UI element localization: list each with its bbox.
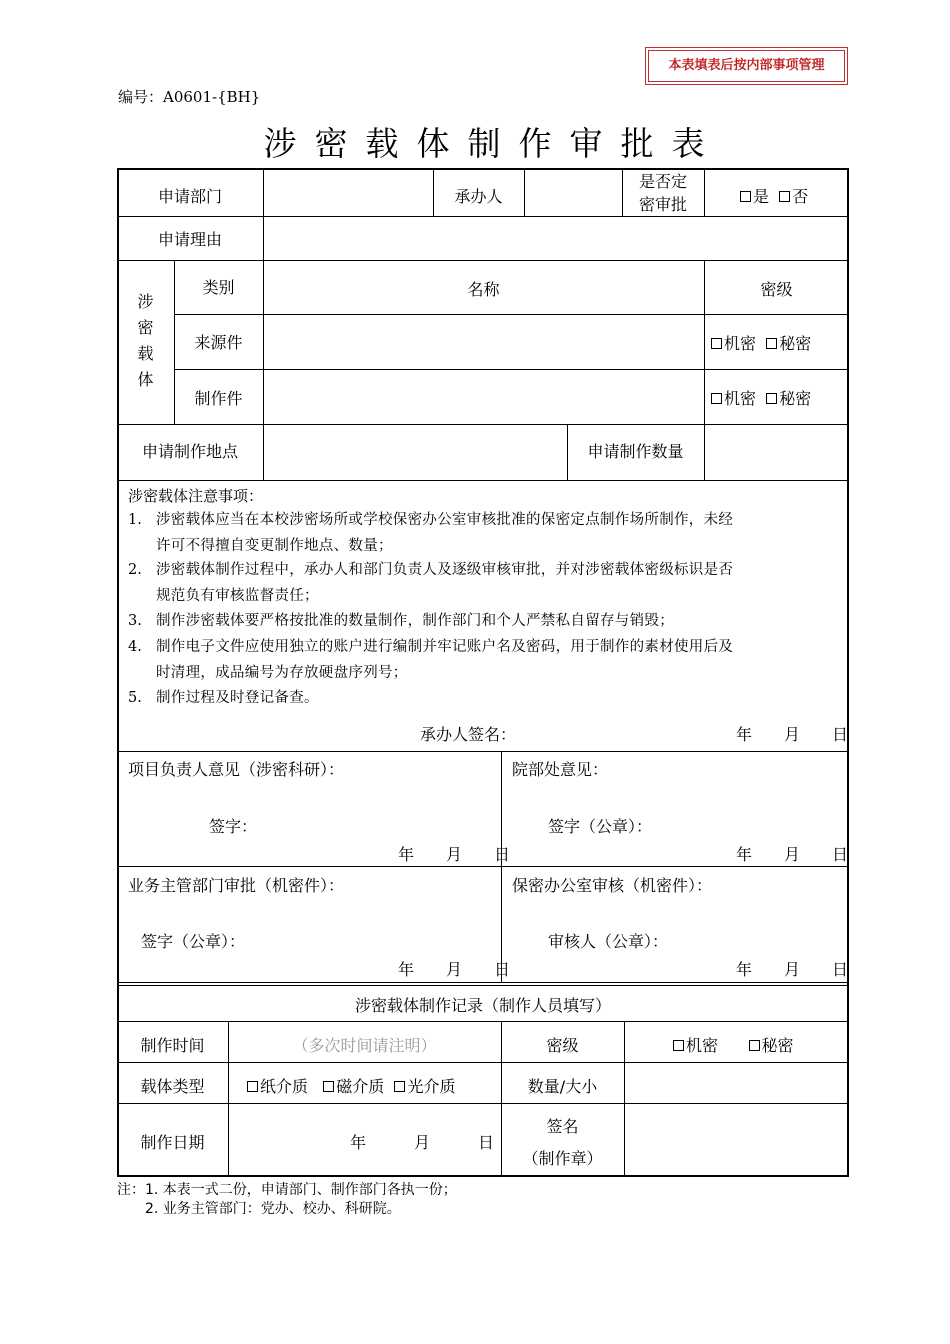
project-date: 年 月 日 (398, 845, 511, 864)
record-confidential-checkbox[interactable] (749, 1040, 760, 1051)
note-number: 1. (128, 512, 142, 528)
record-date-label: 制作日期 (140, 1133, 205, 1152)
form-title: 涉密载体制作审批表 (263, 124, 723, 163)
record-sign-label-line2: （制作章） (522, 1149, 603, 1168)
source-secret-checkbox[interactable] (711, 338, 722, 349)
magnetic-label: 磁介质 (336, 1077, 385, 1096)
dept-office-label: 院部处意见： (512, 760, 609, 779)
notes-title: 涉密载体注意事项： (128, 487, 264, 505)
note-number: 4. (128, 639, 142, 655)
note-line: 制作涉密载体要严格按批准的数量制作，制作部门和个人严禁私自留存与销毁； (156, 613, 674, 629)
record-type-options (247, 1077, 455, 1097)
secrecy-office-opinion-field[interactable] (504, 898, 846, 928)
quantity-label: 申请制作数量 (587, 442, 684, 461)
carrier-group-char-3: 载 (137, 344, 154, 363)
source-secret-label: 机密 (724, 334, 757, 353)
yes-label: 是 (753, 187, 770, 206)
record-secret-checkbox[interactable] (673, 1040, 684, 1051)
secrecy-office-label: 保密办公室审核（机密件）： (512, 876, 713, 895)
dept-sign-label: 签字（公章）： (548, 817, 653, 836)
note-item-2 (128, 557, 843, 609)
record-sign-label-line1: 签名 (546, 1117, 579, 1136)
note-line: 制作电子文件应使用独立的账户进行编制并牢记账户名及密码，用于制作的素材使用后及 (156, 639, 734, 655)
handler-label: 承办人 (454, 187, 503, 206)
source-confidential-label: 秘密 (779, 334, 812, 353)
dept-office-opinion-field[interactable] (504, 782, 846, 822)
no-label: 否 (792, 187, 809, 206)
record-qty-field[interactable] (627, 1064, 847, 1101)
level-header: 密级 (760, 280, 793, 299)
business-sign-label: 签字（公章）： (141, 932, 246, 951)
decision-label-line1: 是否定 (638, 172, 687, 191)
note-line: 时清理，成品编号为存放硬盘序列号； (156, 665, 408, 681)
note-item-1 (128, 507, 843, 559)
decision-label-line2: 密审批 (638, 195, 687, 214)
handler-sign-field[interactable] (518, 722, 718, 746)
made-confidential-label: 秘密 (779, 389, 812, 408)
optical-label: 光介质 (407, 1077, 456, 1096)
note-line: 制作过程及时登记备查。 (156, 690, 319, 706)
record-date-value[interactable]: 年 月 日 (350, 1133, 495, 1152)
business-date: 年 月 日 (398, 960, 511, 979)
made-name-field[interactable] (266, 371, 702, 422)
note-item-4 (128, 634, 843, 686)
note-number: 3. (128, 613, 142, 629)
note-line: 许可不得擅自变更制作地点、数量； (156, 538, 393, 554)
optical-checkbox[interactable] (394, 1081, 405, 1092)
secrecy-sign-label: 审核人（公章）： (548, 932, 669, 951)
source-name-field[interactable] (266, 316, 702, 367)
record-time-label: 制作时间 (140, 1036, 205, 1055)
form-serial-number: 编号：A0601-{BH} (118, 88, 261, 106)
note-item-5 (128, 685, 843, 711)
handler-sign-label: 承办人签名： (420, 725, 517, 744)
record-header: 涉密载体制作记录（制作人员填写） (354, 996, 611, 1015)
note-line: 涉密载体应当在本校涉密场所或学校保密办公室审核批准的保密定点制作场所制作，未经 (156, 512, 734, 528)
no-checkbox[interactable] (779, 191, 790, 202)
source-confidential-checkbox[interactable] (766, 338, 777, 349)
note-line: 涉密载体制作过程中，承办人和部门负责人及逐级审核审批，并对涉密载体密级标识是否 (156, 562, 734, 578)
made-confidential-checkbox[interactable] (766, 393, 777, 404)
name-header: 名称 (467, 280, 500, 299)
made-secret-label: 机密 (724, 389, 757, 408)
paper-checkbox[interactable] (247, 1081, 258, 1092)
dept-field[interactable] (267, 170, 431, 214)
record-level-label: 密级 (546, 1036, 579, 1055)
quantity-field[interactable] (707, 426, 847, 478)
paper-label: 纸介质 (260, 1077, 309, 1096)
record-type-label: 载体类型 (140, 1077, 205, 1096)
made-secret-checkbox[interactable] (711, 393, 722, 404)
record-qty-label: 数量/大小 (527, 1077, 598, 1096)
made-row-label: 制作件 (194, 389, 243, 408)
note-number: 2. (128, 562, 142, 578)
handler-field[interactable] (527, 170, 620, 214)
record-time-field[interactable]: （多次时间请注明） (292, 1036, 437, 1055)
dept-label: 申请部门 (157, 187, 222, 206)
project-lead-label: 项目负责人意见（涉密科研）： (128, 760, 345, 779)
reason-field[interactable] (266, 218, 846, 258)
record-secret-label: 机密 (686, 1036, 719, 1055)
decision-options (740, 187, 808, 207)
made-level-options (711, 389, 811, 409)
handler-sign-date: 年 月 日 (736, 725, 849, 744)
location-label: 申请制作地点 (141, 442, 238, 461)
business-dept-label: 业务主管部门审批（机密件）： (128, 876, 345, 895)
category-header: 类别 (202, 278, 235, 297)
yes-checkbox[interactable] (740, 191, 751, 202)
source-level-options (711, 334, 811, 354)
location-field[interactable] (266, 426, 565, 478)
carrier-group-char-1: 涉 (137, 292, 154, 311)
secrecy-date: 年 月 日 (736, 960, 849, 979)
record-confidential-label: 秘密 (761, 1036, 794, 1055)
dept-date: 年 月 日 (736, 845, 849, 864)
note-item-3 (128, 608, 843, 634)
carrier-group-char-2: 密 (137, 318, 154, 337)
note-line: 规范负有审核监督责任； (156, 588, 319, 604)
footnote-1: 注：1. 本表一式二份，申请部门、制作部门各执一份； (117, 1182, 457, 1198)
record-level-options (673, 1036, 794, 1056)
source-row-label: 来源件 (194, 333, 243, 352)
reason-label: 申请理由 (157, 230, 222, 249)
magnetic-checkbox[interactable] (323, 1081, 334, 1092)
management-stamp: 本表填表后按内部事项管理 (648, 50, 845, 82)
note-number: 5. (128, 690, 142, 706)
project-lead-opinion-field[interactable] (120, 782, 498, 822)
record-sign-field[interactable] (627, 1105, 847, 1175)
project-sign-label: 签字： (209, 817, 258, 836)
business-dept-opinion-field[interactable] (120, 898, 498, 928)
carrier-group-char-4: 体 (137, 370, 154, 389)
footnote-2: 2. 业务主管部门：党办、校办、科研院。 (117, 1201, 401, 1217)
